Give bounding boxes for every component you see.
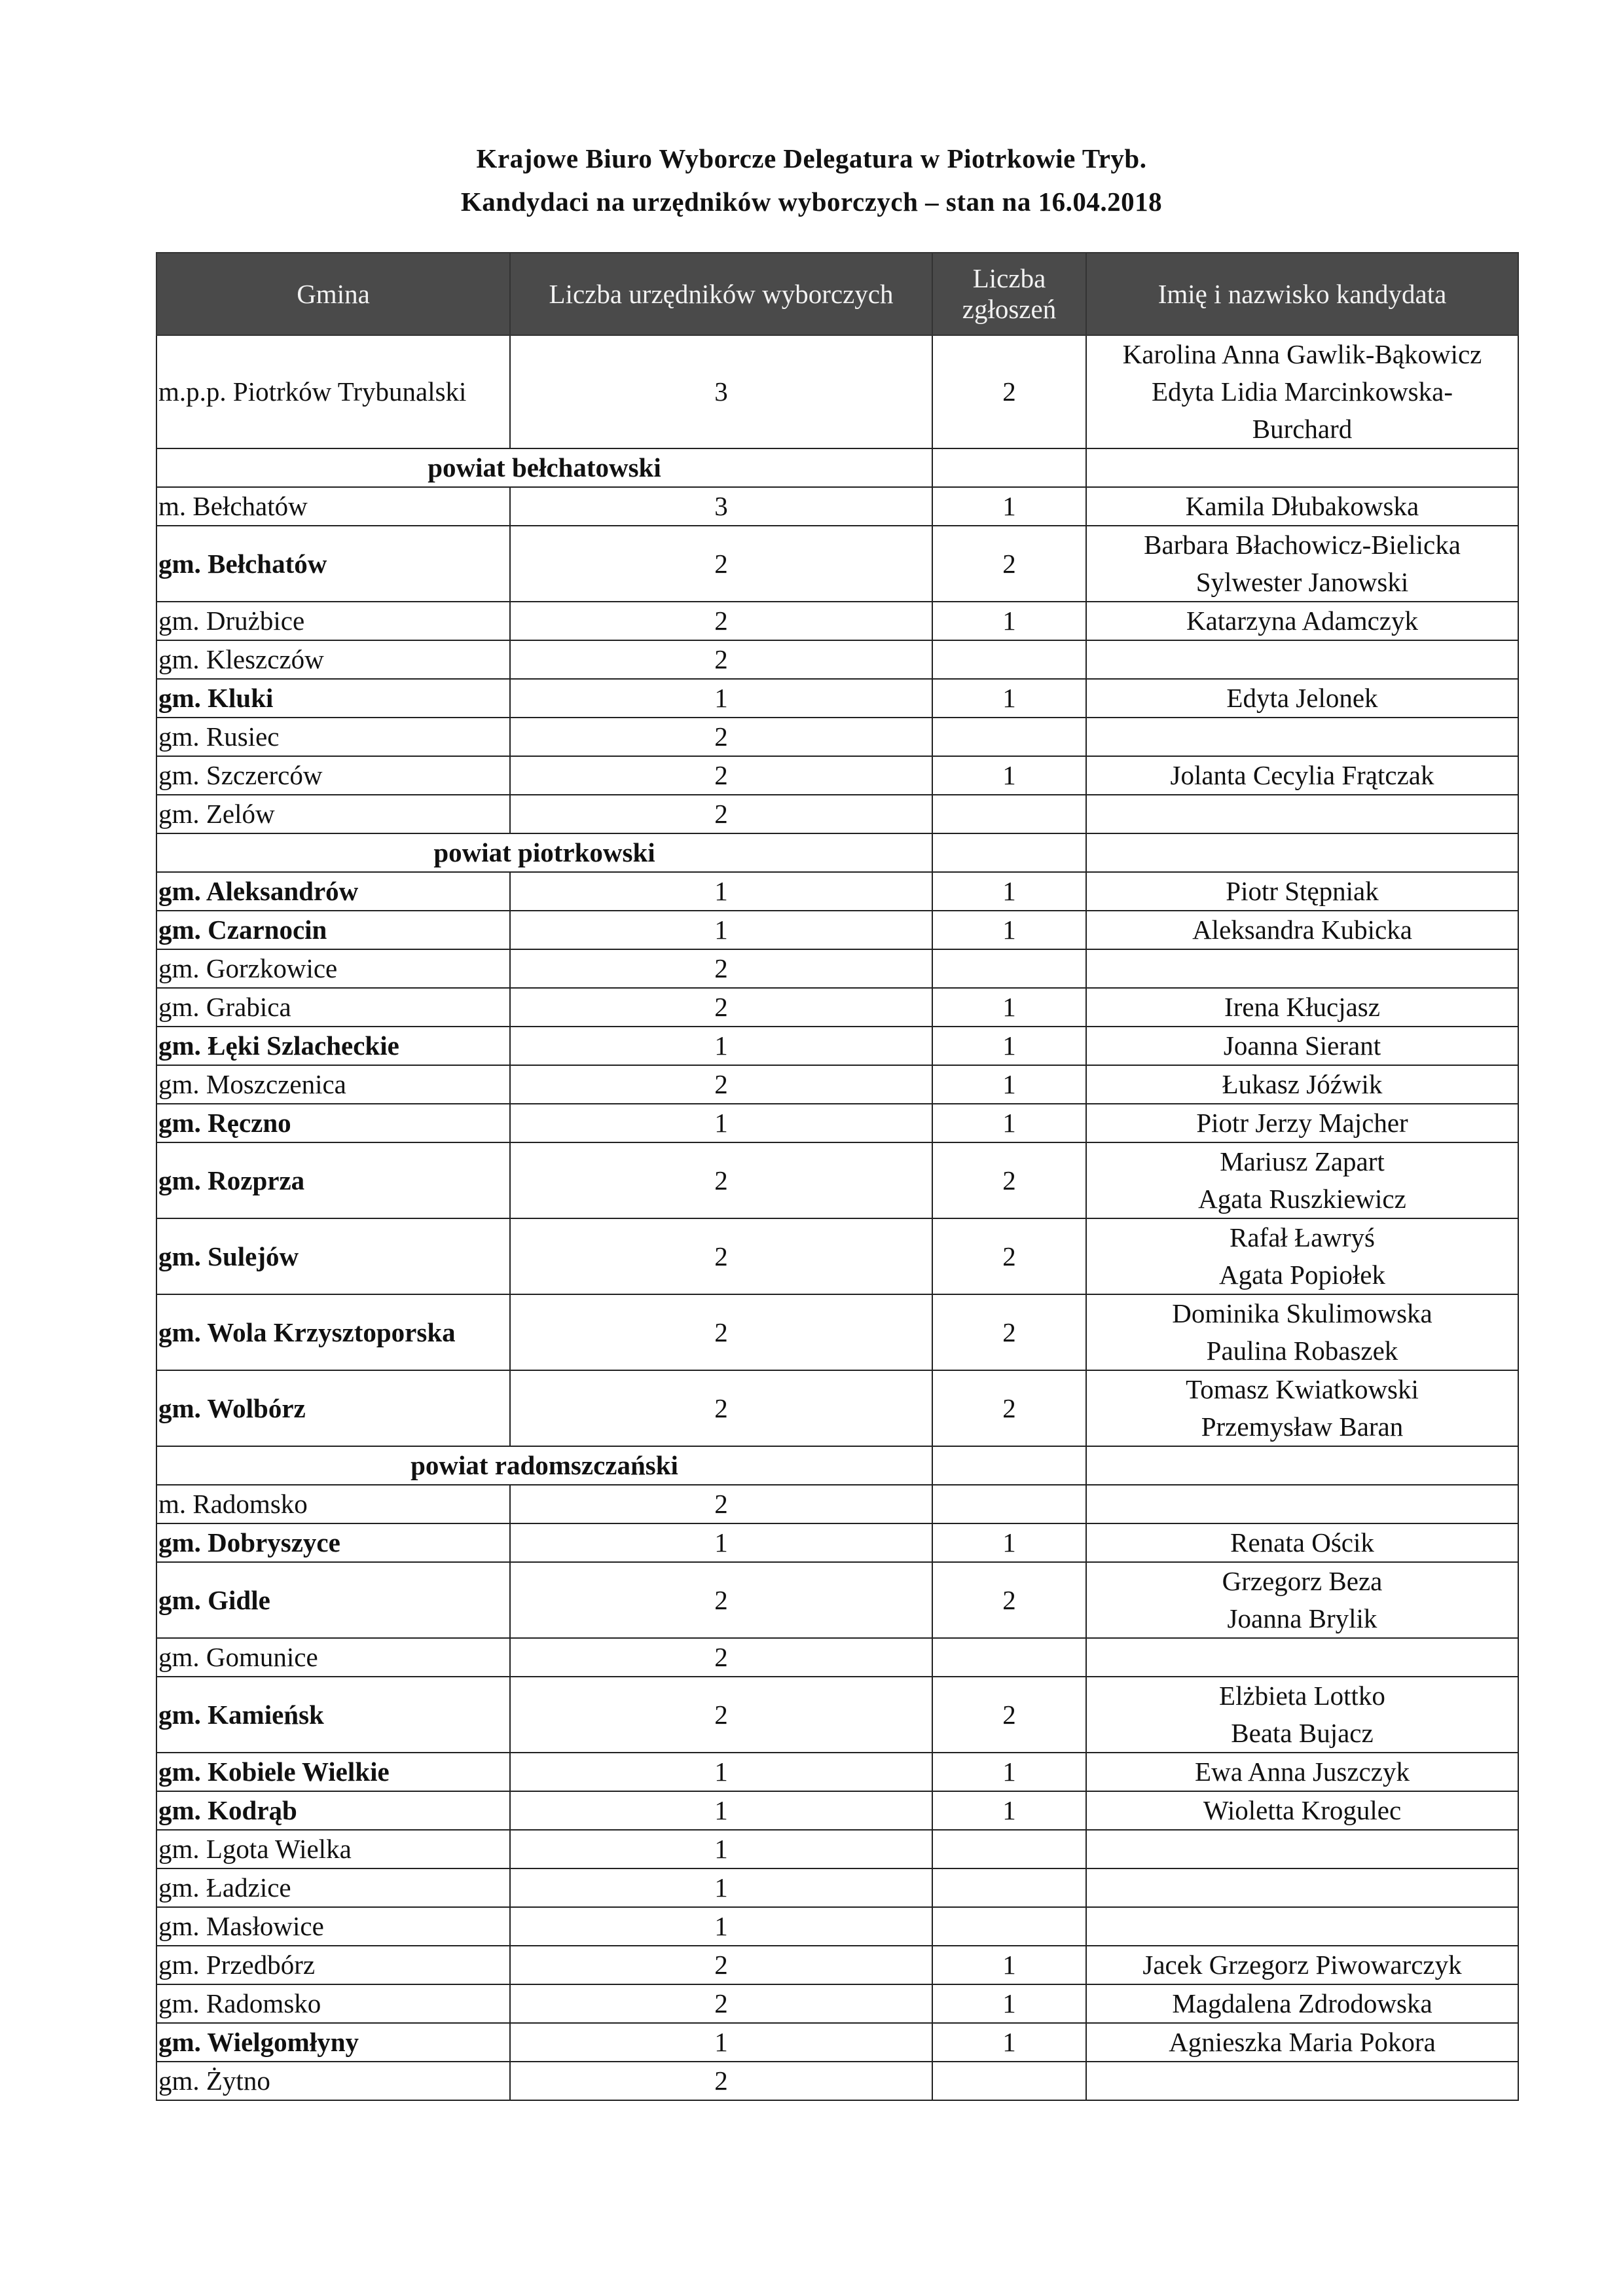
candidates-cell xyxy=(1086,1677,1518,1753)
officials-count: 2 xyxy=(510,1677,932,1753)
table-row xyxy=(156,1907,1518,1946)
officials-count: 1 xyxy=(510,1791,932,1830)
gmina-name: gm. Bełchatów xyxy=(156,526,510,602)
table-row xyxy=(156,335,1518,448)
empty-cell xyxy=(932,833,1086,872)
officials-count: 2 xyxy=(510,756,932,795)
gmina-name: gm. Wola Krzysztoporska xyxy=(156,1294,510,1370)
gmina-name: gm. Wolbórz xyxy=(156,1370,510,1446)
applications-count xyxy=(932,640,1086,679)
candidate-name: Piotr Stępniak xyxy=(1226,876,1379,906)
applications-count: 1 xyxy=(932,911,1086,949)
table-row xyxy=(156,602,1518,640)
section-label: powiat radomszczański xyxy=(156,1446,932,1485)
table-row xyxy=(156,1946,1518,1984)
candidates-cell xyxy=(1086,2062,1518,2100)
candidates-cell xyxy=(1086,1791,1518,1830)
empty-cell xyxy=(1086,448,1518,487)
candidates-cell xyxy=(1086,679,1518,718)
table-row xyxy=(156,795,1518,833)
officials-count: 2 xyxy=(510,795,932,833)
table-body xyxy=(156,335,1518,2100)
gmina-name: gm. Czarnocin xyxy=(156,911,510,949)
officials-count: 2 xyxy=(510,1562,932,1638)
applications-count: 1 xyxy=(932,1027,1086,1065)
gmina-name: gm. Rozprza xyxy=(156,1142,510,1218)
officials-count: 2 xyxy=(510,949,932,988)
applications-count xyxy=(932,1868,1086,1907)
applications-count: 1 xyxy=(932,1104,1086,1142)
candidate-name: Przemysław Baran xyxy=(1201,1412,1404,1442)
gmina-name: m. Radomsko xyxy=(156,1485,510,1523)
table-row xyxy=(156,2062,1518,2100)
gmina-name: gm. Ręczno xyxy=(156,1104,510,1142)
section-label: powiat bełchatowski xyxy=(156,448,932,487)
officials-count: 1 xyxy=(510,1027,932,1065)
table-row xyxy=(156,1984,1518,2023)
candidates-cell xyxy=(1086,1142,1518,1218)
empty-cell xyxy=(1086,1446,1518,1485)
officials-count: 1 xyxy=(510,1523,932,1562)
section-row xyxy=(156,1446,1518,1485)
officials-count: 2 xyxy=(510,1370,932,1446)
candidate-name: Karolina Anna Gawlik-Bąkowicz xyxy=(1122,339,1482,369)
column-header-gmina: Gmina xyxy=(156,253,510,335)
candidates-cell xyxy=(1086,911,1518,949)
table-header xyxy=(156,253,1518,335)
candidate-name: Piotr Jerzy Majcher xyxy=(1196,1108,1408,1138)
candidate-name: Ewa Anna Juszczyk xyxy=(1195,1757,1410,1787)
table-row xyxy=(156,526,1518,602)
empty-cell xyxy=(932,1446,1086,1485)
candidate-name: Joanna Brylik xyxy=(1227,1603,1377,1633)
table-row xyxy=(156,1562,1518,1638)
candidate-name: Mariusz Zapart xyxy=(1220,1146,1385,1176)
table-row xyxy=(156,487,1518,526)
candidates-cell xyxy=(1086,602,1518,640)
table-row xyxy=(156,911,1518,949)
applications-count xyxy=(932,949,1086,988)
candidate-name: Renata Ościk xyxy=(1230,1527,1374,1558)
officials-count: 2 xyxy=(510,1142,932,1218)
candidates-cell xyxy=(1086,1104,1518,1142)
gmina-name: gm. Kleszczów xyxy=(156,640,510,679)
candidate-name: Irena Kłucjasz xyxy=(1224,992,1380,1022)
candidate-name: Barbara Błachowicz-Bielicka xyxy=(1144,530,1461,560)
applications-count: 1 xyxy=(932,1065,1086,1104)
gmina-name: gm. Kamieńsk xyxy=(156,1677,510,1753)
candidate-name: Sylwester Janowski xyxy=(1195,567,1409,597)
applications-count: 2 xyxy=(932,1294,1086,1370)
applications-count xyxy=(932,1907,1086,1946)
candidates-cell xyxy=(1086,1485,1518,1523)
table-row xyxy=(156,1142,1518,1218)
candidates-cell xyxy=(1086,1753,1518,1791)
officials-count: 2 xyxy=(510,2062,932,2100)
candidates-table xyxy=(156,252,1519,2101)
candidate-name: Magdalena Zdrodowska xyxy=(1172,1988,1432,2018)
table-row xyxy=(156,1485,1518,1523)
gmina-name: gm. Radomsko xyxy=(156,1984,510,2023)
column-header-candidates: Imię i nazwisko kandydata xyxy=(1086,253,1518,335)
officials-count: 2 xyxy=(510,1218,932,1294)
candidate-name: Dominika Skulimowska xyxy=(1172,1298,1432,1328)
candidates-cell xyxy=(1086,1946,1518,1984)
applications-count xyxy=(932,2062,1086,2100)
gmina-name: gm. Gorzkowice xyxy=(156,949,510,988)
applications-count: 1 xyxy=(932,2023,1086,2062)
table-row xyxy=(156,2023,1518,2062)
officials-count: 2 xyxy=(510,640,932,679)
candidates-cell xyxy=(1086,1907,1518,1946)
officials-count: 1 xyxy=(510,1104,932,1142)
officials-count: 2 xyxy=(510,1984,932,2023)
table-row xyxy=(156,1791,1518,1830)
officials-count: 1 xyxy=(510,1753,932,1791)
column-header-officials: Liczba urzędników wyborczych xyxy=(510,253,932,335)
column-header-applications: Liczba zgłoszeń xyxy=(932,253,1086,335)
table-row xyxy=(156,1753,1518,1791)
gmina-name: gm. Łęki Szlacheckie xyxy=(156,1027,510,1065)
candidates-cell xyxy=(1086,988,1518,1027)
candidates-cell xyxy=(1086,795,1518,833)
candidate-name: Rafał Ławryś xyxy=(1230,1222,1375,1252)
officials-count: 3 xyxy=(510,335,932,448)
table-row xyxy=(156,1868,1518,1907)
applications-count xyxy=(932,795,1086,833)
empty-cell xyxy=(1086,833,1518,872)
candidates-cell xyxy=(1086,949,1518,988)
gmina-name: gm. Ładzice xyxy=(156,1868,510,1907)
candidates-cell xyxy=(1086,1523,1518,1562)
officials-count: 3 xyxy=(510,487,932,526)
gmina-name: gm. Gomunice xyxy=(156,1638,510,1677)
candidates-cell xyxy=(1086,1294,1518,1370)
candidates-cell xyxy=(1086,335,1518,448)
applications-count: 1 xyxy=(932,602,1086,640)
gmina-name: gm. Zelów xyxy=(156,795,510,833)
candidate-name: Wioletta Krogulec xyxy=(1203,1795,1402,1825)
officials-count: 1 xyxy=(510,1830,932,1868)
table-row xyxy=(156,718,1518,756)
header-row xyxy=(156,253,1518,335)
gmina-name: gm. Rusiec xyxy=(156,718,510,756)
gmina-name: gm. Aleksandrów xyxy=(156,872,510,911)
candidate-name: Jacek Grzegorz Piwowarczyk xyxy=(1142,1950,1462,1980)
candidate-name: Edyta Jelonek xyxy=(1226,683,1378,713)
gmina-name: gm. Lgota Wielka xyxy=(156,1830,510,1868)
officials-count: 2 xyxy=(510,602,932,640)
officials-count: 1 xyxy=(510,911,932,949)
officials-count: 2 xyxy=(510,1065,932,1104)
officials-count: 1 xyxy=(510,1907,932,1946)
table-row xyxy=(156,1027,1518,1065)
officials-count: 1 xyxy=(510,679,932,718)
gmina-name: gm. Kluki xyxy=(156,679,510,718)
gmina-name: gm. Dobryszyce xyxy=(156,1523,510,1562)
candidate-name: Kamila Dłubakowska xyxy=(1185,491,1419,521)
candidates-cell xyxy=(1086,1984,1518,2023)
candidate-name: Agata Ruszkiewicz xyxy=(1198,1184,1406,1214)
applications-count: 1 xyxy=(932,756,1086,795)
applications-count: 2 xyxy=(932,1218,1086,1294)
applications-count xyxy=(932,1638,1086,1677)
officials-count: 2 xyxy=(510,526,932,602)
gmina-name: gm. Przedbórz xyxy=(156,1946,510,1984)
applications-count: 2 xyxy=(932,1142,1086,1218)
applications-count: 2 xyxy=(932,1370,1086,1446)
candidates-cell xyxy=(1086,640,1518,679)
candidates-cell xyxy=(1086,1638,1518,1677)
table-row xyxy=(156,679,1518,718)
section-label: powiat piotrkowski xyxy=(156,833,932,872)
table-row xyxy=(156,1523,1518,1562)
table-row xyxy=(156,1830,1518,1868)
candidate-name: Edyta Lidia Marcinkowska- xyxy=(1152,376,1453,407)
applications-count: 2 xyxy=(932,335,1086,448)
table-row xyxy=(156,1294,1518,1370)
section-row xyxy=(156,448,1518,487)
candidate-name: Elżbieta Lottko xyxy=(1219,1681,1385,1711)
candidates-cell xyxy=(1086,1830,1518,1868)
candidate-name: Jolanta Cecylia Frątczak xyxy=(1170,760,1434,790)
applications-count xyxy=(932,1485,1086,1523)
applications-count: 2 xyxy=(932,1677,1086,1753)
gmina-name: gm. Kodrąb xyxy=(156,1791,510,1830)
gmina-name: gm. Kobiele Wielkie xyxy=(156,1753,510,1791)
gmina-name: gm. Drużbice xyxy=(156,602,510,640)
applications-count: 1 xyxy=(932,487,1086,526)
candidate-name: Paulina Robaszek xyxy=(1206,1336,1398,1366)
table-row xyxy=(156,1638,1518,1677)
officials-count: 1 xyxy=(510,2023,932,2062)
applications-count: 1 xyxy=(932,1791,1086,1830)
officials-count: 2 xyxy=(510,1485,932,1523)
candidates-cell xyxy=(1086,756,1518,795)
gmina-name: gm. Moszczenica xyxy=(156,1065,510,1104)
table-row xyxy=(156,1104,1518,1142)
applications-count xyxy=(932,1830,1086,1868)
table-row xyxy=(156,1370,1518,1446)
candidates-cell xyxy=(1086,2023,1518,2062)
table-row xyxy=(156,640,1518,679)
officials-count: 2 xyxy=(510,1294,932,1370)
table-row xyxy=(156,988,1518,1027)
candidate-name: Agnieszka Maria Pokora xyxy=(1169,2027,1436,2057)
table-row xyxy=(156,756,1518,795)
table-row xyxy=(156,1065,1518,1104)
applications-count xyxy=(932,718,1086,756)
officials-count: 2 xyxy=(510,718,932,756)
officials-count: 2 xyxy=(510,1946,932,1984)
candidates-cell xyxy=(1086,526,1518,602)
applications-count: 1 xyxy=(932,1523,1086,1562)
candidate-name: Grzegorz Beza xyxy=(1222,1566,1383,1596)
applications-count: 2 xyxy=(932,1562,1086,1638)
table-row xyxy=(156,872,1518,911)
candidates-cell xyxy=(1086,1065,1518,1104)
gmina-name: gm. Wielgomłyny xyxy=(156,2023,510,2062)
applications-count: 2 xyxy=(932,526,1086,602)
officials-count: 2 xyxy=(510,988,932,1027)
candidate-name: Łukasz Jóźwik xyxy=(1222,1069,1383,1099)
officials-count: 2 xyxy=(510,1638,932,1677)
applications-count: 1 xyxy=(932,988,1086,1027)
gmina-name: gm. Szczerców xyxy=(156,756,510,795)
applications-count: 1 xyxy=(932,1946,1086,1984)
document-title: Krajowe Biuro Wyborcze Delegatura w Piotrkowie Tryb. xyxy=(476,143,1147,173)
empty-cell xyxy=(932,448,1086,487)
candidate-name: Agata Popiołek xyxy=(1219,1260,1385,1290)
officials-count: 1 xyxy=(510,1868,932,1907)
applications-count: 1 xyxy=(932,1984,1086,2023)
candidates-cell xyxy=(1086,1218,1518,1294)
candidates-cell xyxy=(1086,1562,1518,1638)
gmina-name: m.p.p. Piotrków Trybunalski xyxy=(156,335,510,448)
candidates-cell xyxy=(1086,1868,1518,1907)
candidate-name: Aleksandra Kubicka xyxy=(1192,915,1412,945)
table-row xyxy=(156,1218,1518,1294)
applications-count: 1 xyxy=(932,1753,1086,1791)
gmina-name: m. Bełchatów xyxy=(156,487,510,526)
document-subtitle: Kandydaci na urzędników wyborczych – stan na 16.04.2018 xyxy=(460,187,1163,217)
gmina-name: gm. Żytno xyxy=(156,2062,510,2100)
candidate-name: Katarzyna Adamczyk xyxy=(1186,606,1419,636)
candidates-cell xyxy=(1086,718,1518,756)
candidates-cell xyxy=(1086,1370,1518,1446)
gmina-name: gm. Grabica xyxy=(156,988,510,1027)
table-row xyxy=(156,949,1518,988)
gmina-name: gm. Sulejów xyxy=(156,1218,510,1294)
candidates-cell xyxy=(1086,1027,1518,1065)
table-row xyxy=(156,1677,1518,1753)
candidates-cell xyxy=(1086,487,1518,526)
officials-count: 1 xyxy=(510,872,932,911)
gmina-name: gm. Gidle xyxy=(156,1562,510,1638)
applications-count: 1 xyxy=(932,679,1086,718)
candidates-cell xyxy=(1086,872,1518,911)
candidate-name: Beata Bujacz xyxy=(1231,1718,1374,1748)
candidate-name: Tomasz Kwiatkowski xyxy=(1186,1374,1419,1404)
candidate-name: Burchard xyxy=(1252,414,1353,444)
gmina-name: gm. Masłowice xyxy=(156,1907,510,1946)
candidate-name: Joanna Sierant xyxy=(1223,1030,1381,1061)
applications-count: 1 xyxy=(932,872,1086,911)
section-row xyxy=(156,833,1518,872)
